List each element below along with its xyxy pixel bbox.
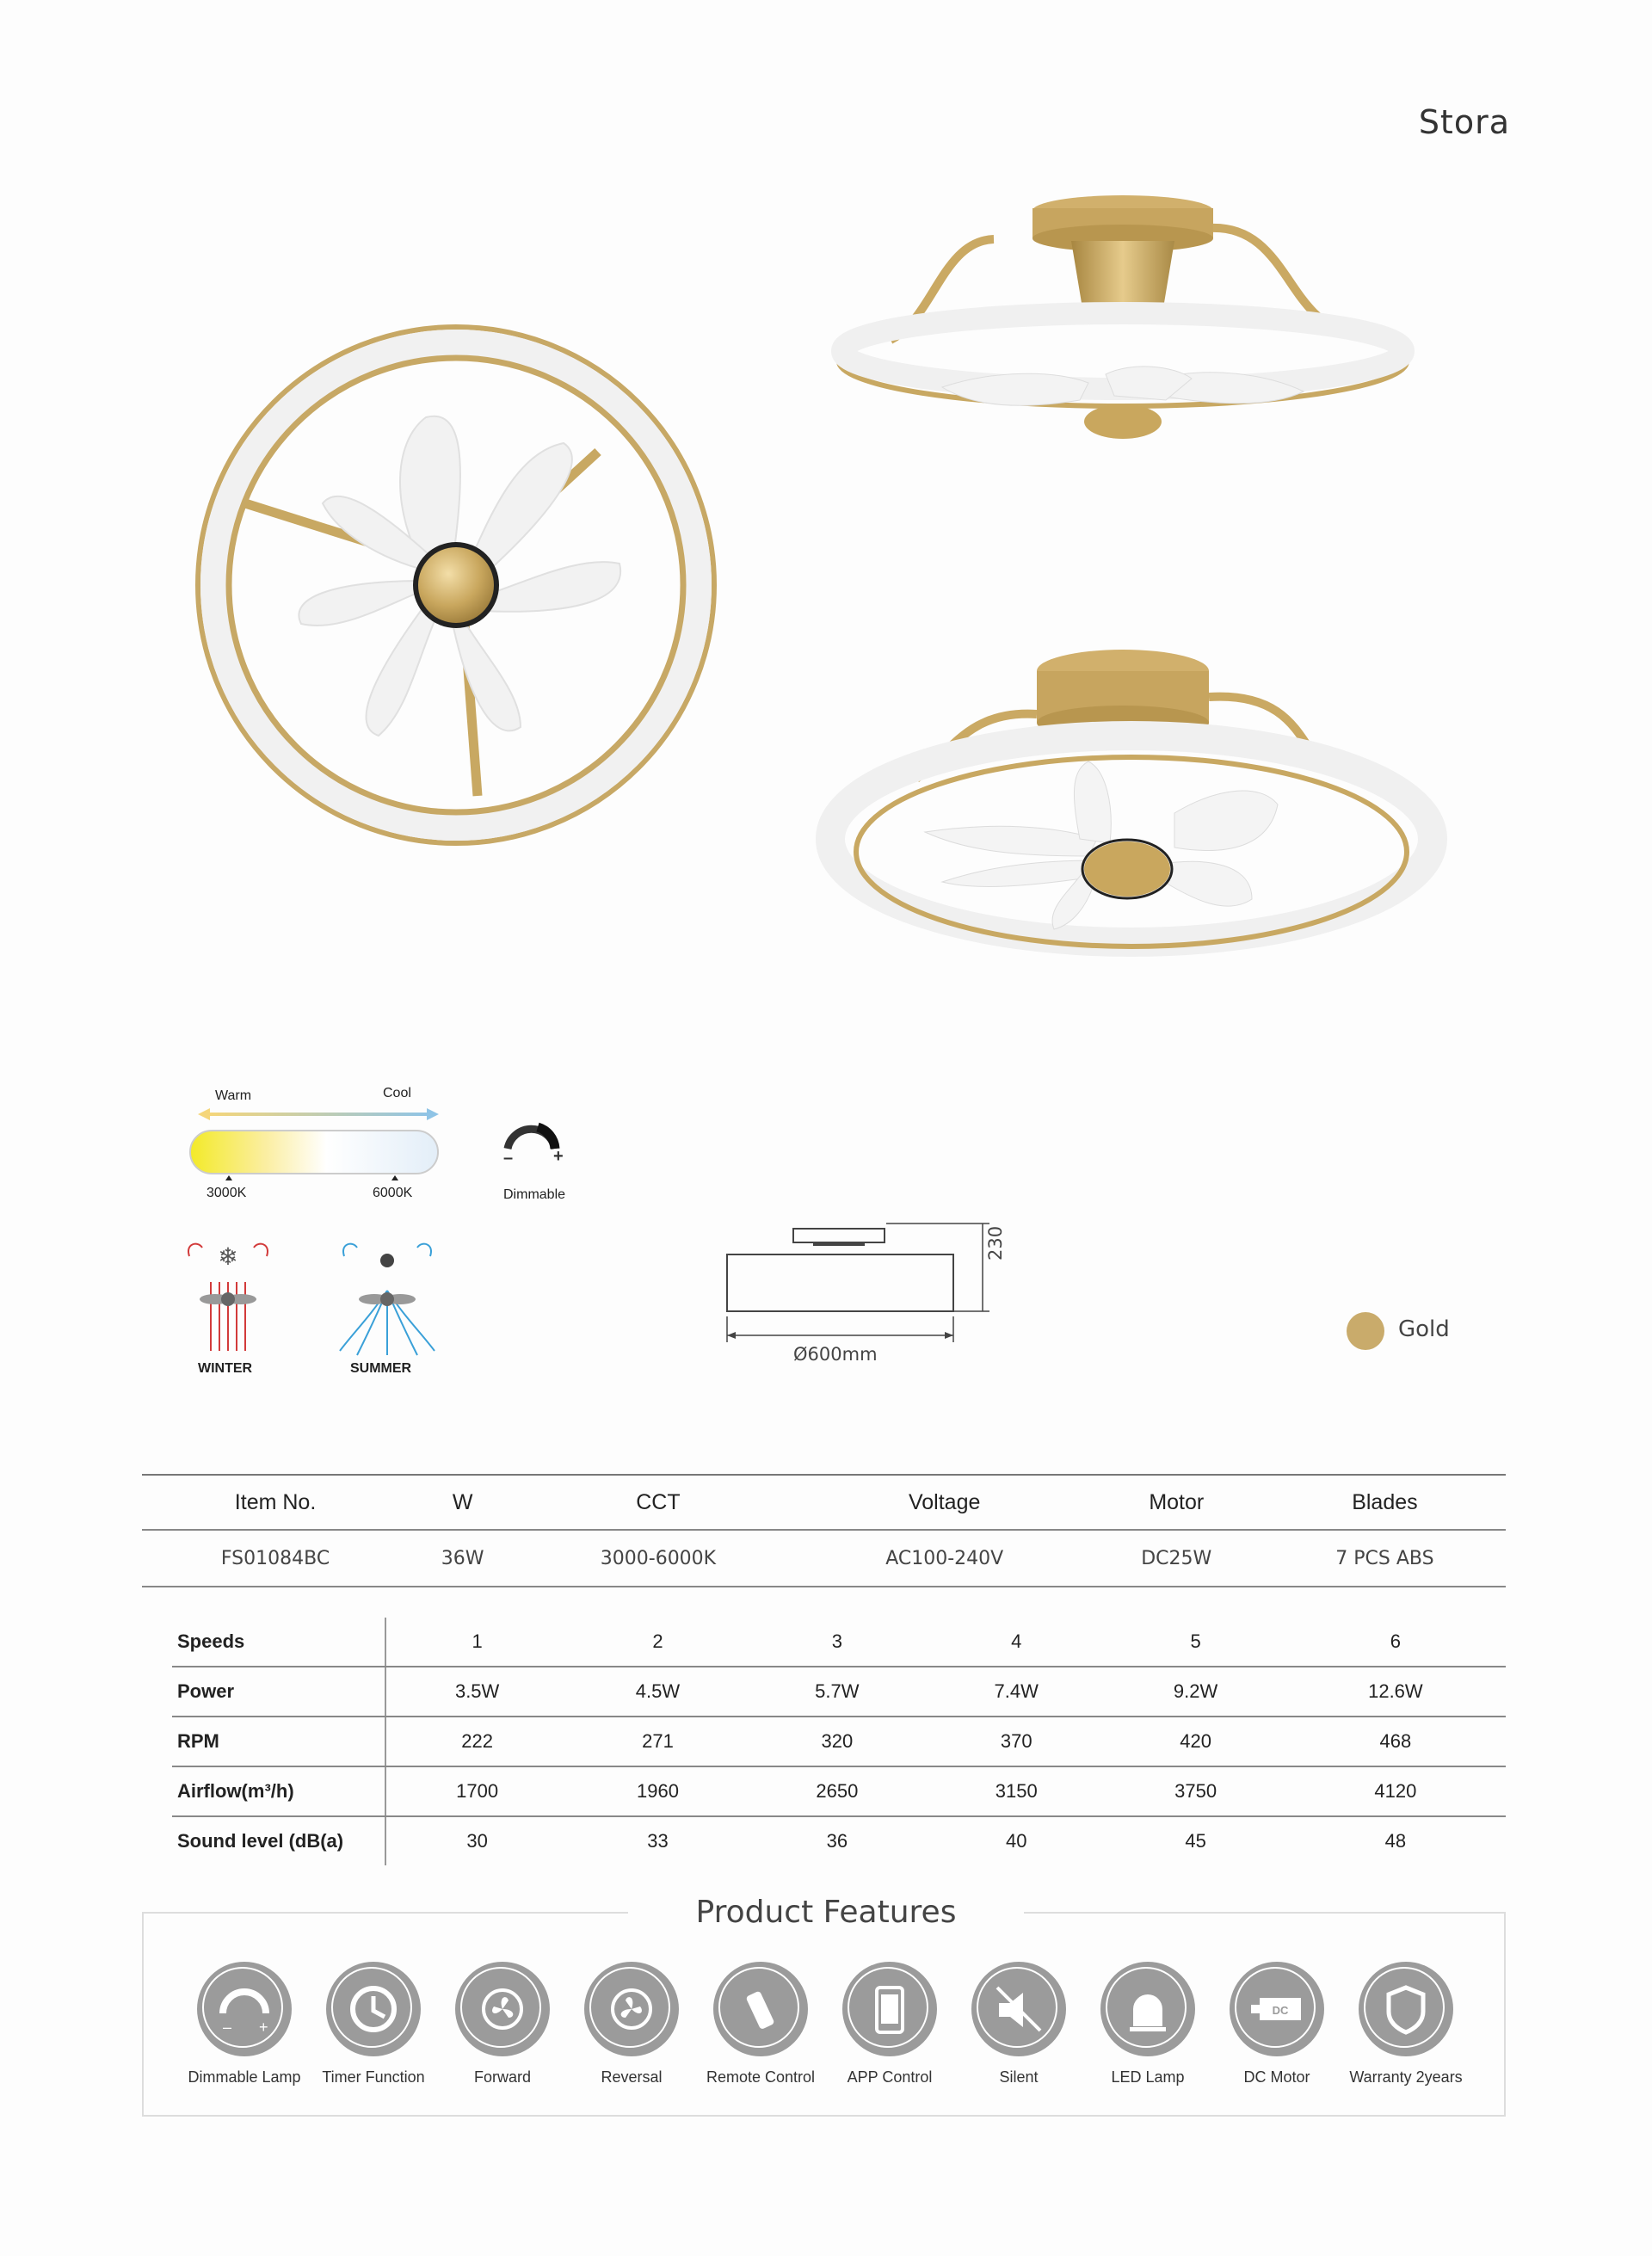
cell: 5 <box>1106 1618 1285 1667</box>
specs-header-row <box>142 1475 1506 1530</box>
features-title: Product Features <box>628 1895 1024 1930</box>
header-blades: Blades <box>1264 1475 1506 1530</box>
warm-label: Warm <box>215 1088 252 1103</box>
header-item-no: Item No. <box>142 1475 409 1530</box>
table-row <box>172 1717 1506 1766</box>
feature-label: Forward <box>473 2068 531 2086</box>
dimmable-minus: – <box>503 1149 514 1168</box>
dimmable-plus: + <box>553 1147 564 1166</box>
feature-label: Silent <box>999 2068 1039 2086</box>
feature-label: APP Control <box>847 2068 933 2086</box>
feature-label: LED Lamp <box>1111 2068 1185 2086</box>
cell: 7.4W <box>927 1667 1106 1717</box>
feature-remote-control <box>696 1962 825 2086</box>
speeds-table <box>172 1618 1506 1865</box>
cell: 45 <box>1185 1830 1206 1852</box>
warm-k-label: 3000K <box>206 1186 247 1200</box>
table-row <box>172 1667 1506 1717</box>
winter-label: WINTER <box>198 1361 253 1376</box>
cell: 40 <box>1005 1830 1027 1852</box>
cell: 4.5W <box>568 1667 747 1717</box>
forward-icon <box>455 1962 550 2056</box>
feature-timer <box>309 1962 438 2086</box>
cell: 420 <box>1106 1717 1285 1766</box>
cell: 222 <box>385 1717 568 1766</box>
cell: 1960 <box>568 1766 747 1816</box>
table-row <box>172 1766 1506 1816</box>
cell: 2650 <box>748 1766 927 1816</box>
cell: 3750 <box>1106 1766 1285 1816</box>
finish-label: Gold <box>1398 1316 1450 1342</box>
feature-warranty <box>1341 1962 1470 2086</box>
product-title: Stora <box>1418 103 1510 141</box>
height-dimension: 230 <box>985 1225 1006 1261</box>
cell: 3150 <box>927 1766 1106 1816</box>
cool-k-label: 6000K <box>373 1186 413 1200</box>
phone-icon <box>842 1962 937 2056</box>
diameter-dimension: Ø600mm <box>793 1344 878 1365</box>
svg-text:+: + <box>259 2019 268 2036</box>
cool-marker <box>391 1175 398 1180</box>
cell: 5.7W <box>748 1667 927 1717</box>
cool-label: Cool <box>383 1086 411 1100</box>
header-cct: CCT <box>516 1475 800 1530</box>
warm-cool-arrow-icon <box>198 1106 439 1123</box>
dc-text: DC <box>1272 2004 1289 2017</box>
feature-label: Remote Control <box>706 2068 816 2086</box>
blades-value: 7 PCS ABS <box>1264 1530 1506 1587</box>
cell: 468 <box>1285 1717 1506 1766</box>
dimmable-icon <box>197 1962 292 2056</box>
feature-forward <box>438 1962 567 2086</box>
header-motor: Motor <box>1089 1475 1264 1530</box>
cell: 12.6W <box>1285 1667 1506 1717</box>
header-w: W <box>409 1475 516 1530</box>
summer-mode-icon <box>336 1239 439 1359</box>
winter-mode-icon <box>181 1239 275 1359</box>
w-value: 36W <box>409 1530 516 1587</box>
row-label: Power <box>172 1667 385 1717</box>
row-label: Speeds <box>172 1618 385 1667</box>
svg-text:❄: ❄ <box>218 1243 238 1270</box>
fan-side-view-image <box>822 189 1441 447</box>
feature-dc-motor <box>1212 1962 1341 2086</box>
feature-dimmable-lamp <box>180 1962 309 2086</box>
silent-icon <box>971 1962 1066 2056</box>
feature-label: Warranty 2years <box>1349 2068 1463 2086</box>
reversal-icon <box>584 1962 679 2056</box>
dc-motor-icon <box>1230 1962 1324 2056</box>
cell: 33 <box>647 1830 669 1852</box>
cell: 36 <box>826 1830 848 1852</box>
led-icon <box>1100 1962 1195 2056</box>
table-row <box>172 1816 1506 1865</box>
remote-icon <box>713 1962 808 2056</box>
item-no-value: FS01084BC <box>142 1530 409 1587</box>
row-label: RPM <box>172 1717 385 1766</box>
specs-data-row <box>142 1530 1506 1587</box>
feature-reversal <box>567 1962 696 2086</box>
feature-app-control <box>825 1962 954 2086</box>
cell: 1700 <box>385 1766 568 1816</box>
dimmable-label: Dimmable <box>503 1187 566 1202</box>
fan-top-view-image <box>194 323 718 848</box>
gold-swatch <box>1347 1312 1384 1350</box>
summer-label: SUMMER <box>350 1361 412 1376</box>
cell: 3 <box>748 1618 927 1667</box>
warranty-icon <box>1359 1962 1453 2056</box>
fan-angled-view-image <box>813 641 1450 959</box>
color-temperature-bar <box>189 1130 439 1174</box>
cell: 48 <box>1384 1830 1407 1852</box>
header-voltage: Voltage <box>800 1475 1089 1530</box>
cell: 9.2W <box>1106 1667 1285 1717</box>
svg-text:–: – <box>223 2019 232 2036</box>
feature-label: Timer Function <box>322 2068 425 2086</box>
voltage-value: AC100-240V <box>800 1530 1089 1587</box>
cell: 1 <box>385 1618 568 1667</box>
cct-value: 3000-6000K <box>516 1530 800 1587</box>
cell: 320 <box>748 1717 927 1766</box>
divider <box>142 1912 628 1914</box>
cell: 2 <box>568 1618 747 1667</box>
specs-table <box>142 1474 1506 1587</box>
table-row <box>172 1618 1506 1667</box>
timer-icon <box>326 1962 421 2056</box>
cell: 4 <box>927 1618 1106 1667</box>
motor-value: DC25W <box>1089 1530 1264 1587</box>
feature-label: Reversal <box>601 2068 663 2086</box>
feature-label: DC Motor <box>1243 2068 1310 2086</box>
cell: 271 <box>568 1717 747 1766</box>
cell: 6 <box>1285 1618 1506 1667</box>
feature-silent <box>954 1962 1083 2086</box>
cell: 370 <box>927 1717 1106 1766</box>
cell: 30 <box>466 1830 488 1852</box>
feature-label: Dimmable Lamp <box>188 2068 301 2086</box>
cell: 3.5W <box>385 1667 568 1717</box>
divider <box>1024 1912 1506 1914</box>
cell: 4120 <box>1285 1766 1506 1816</box>
row-label: Sound level (dB(a) <box>172 1816 385 1865</box>
warm-marker <box>225 1175 232 1180</box>
feature-led-lamp <box>1083 1962 1212 2086</box>
row-label: Airflow(m³/h) <box>172 1766 385 1816</box>
